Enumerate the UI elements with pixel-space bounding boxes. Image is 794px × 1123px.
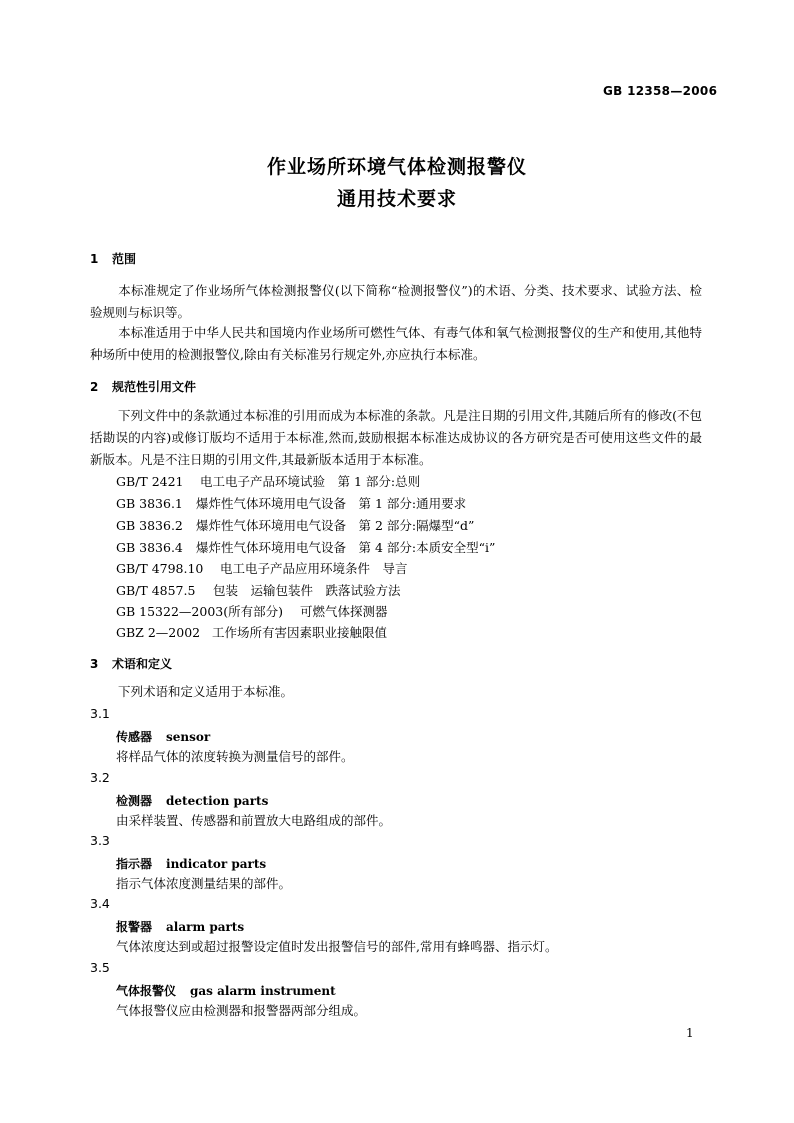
term-title: 传感器 sensor <box>116 730 211 744</box>
standard-number: GB 12358—2006 <box>603 84 718 98</box>
reference-item: GBZ 2—2002 工作场所有害因素职业接触限值 <box>116 625 388 640</box>
term-definition: 指示气体浓度测量结果的部件。 <box>116 876 292 891</box>
reference-item: GB 3836.4 爆炸性气体环境用电气设备 第 4 部分:本质安全型“i” <box>116 540 496 555</box>
clause-number: 3.1 <box>90 706 110 721</box>
term-definition: 将样品气体的浓度转换为测量信号的部件。 <box>116 749 354 764</box>
paragraph: 本标准适用于中华人民共和国境内作业场所可燃性气体、有毒气体和氧气检测报警仪的生产和使用,其他特种场所中使用的检测报警仪,除由有关标准另行规定外,亦应执行本标准。 <box>90 325 702 362</box>
section-number: 1 <box>90 252 99 266</box>
paragraph: 下列文件中的条款通过本标准的引用而成为本标准的条款。凡是注日期的引用文件,其随后所有的修改(不包括勘误的内容)或修订版均不适用于本标准,然而,鼓励根据本标准达成协议的各方研究是否可使用这些文件的最新版本。凡是不注日期的引用文件,其最新版本适用于本标准。 <box>90 408 702 467</box>
reference-item: GB/T 4857.5 包装 运输包装件 跌落试验方法 <box>116 583 401 598</box>
term-title: 报警器 alarm parts <box>116 920 245 934</box>
reference-item: GB 3836.1 爆炸性气体环境用电气设备 第 1 部分:通用要求 <box>116 496 467 511</box>
term-definition: 气体报警仪应由检测器和报警器两部分组成。 <box>116 1003 367 1018</box>
term-title: 气体报警仪 gas alarm instrument <box>116 984 336 998</box>
term-title: 检测器 detection parts <box>116 794 269 808</box>
page-number: 1 <box>686 1026 694 1040</box>
section-number: 2 <box>90 380 99 394</box>
section-title: 范围 <box>112 252 137 266</box>
term-definition: 气体浓度达到或超过报警设定值时发出报警信号的部件,常用有蜂鸣器、指示灯。 <box>116 939 558 954</box>
section-heading-2 <box>90 378 196 395</box>
document-title-line2: 通用技术要求 <box>336 188 457 210</box>
clause-number: 3.5 <box>90 960 110 975</box>
clause-number: 3.3 <box>90 833 110 848</box>
document-title-line1: 作业场所环境气体检测报警仪 <box>266 156 527 178</box>
reference-item: GB 15322—2003(所有部分) 可燃气体探测器 <box>116 604 388 619</box>
section-heading-1 <box>90 250 136 267</box>
clause-number: 3.4 <box>90 896 110 911</box>
section-heading-3 <box>90 655 172 672</box>
term-definition: 由采样装置、传感器和前置放大电路组成的部件。 <box>116 813 392 828</box>
clause-number: 3.2 <box>90 770 110 785</box>
section-number: 3 <box>90 657 99 671</box>
paragraph: 下列术语和定义适用于本标准。 <box>118 684 294 699</box>
reference-item: GB 3836.2 爆炸性气体环境用电气设备 第 2 部分:隔爆型“d” <box>116 518 475 533</box>
section-title: 术语和定义 <box>112 657 173 671</box>
paragraph: 本标准规定了作业场所气体检测报警仪(以下简称“检测报警仪”)的术语、分类、技术要求、试验方法、检验规则与标识等。 <box>90 283 702 320</box>
reference-item: GB/T 4798.10 电工电子产品应用环境条件 导言 <box>116 561 408 576</box>
section-title: 规范性引用文件 <box>112 380 197 394</box>
reference-item: GB/T 2421 电工电子产品环境试验 第 1 部分:总则 <box>116 474 421 489</box>
term-title: 指示器 indicator parts <box>116 857 267 871</box>
